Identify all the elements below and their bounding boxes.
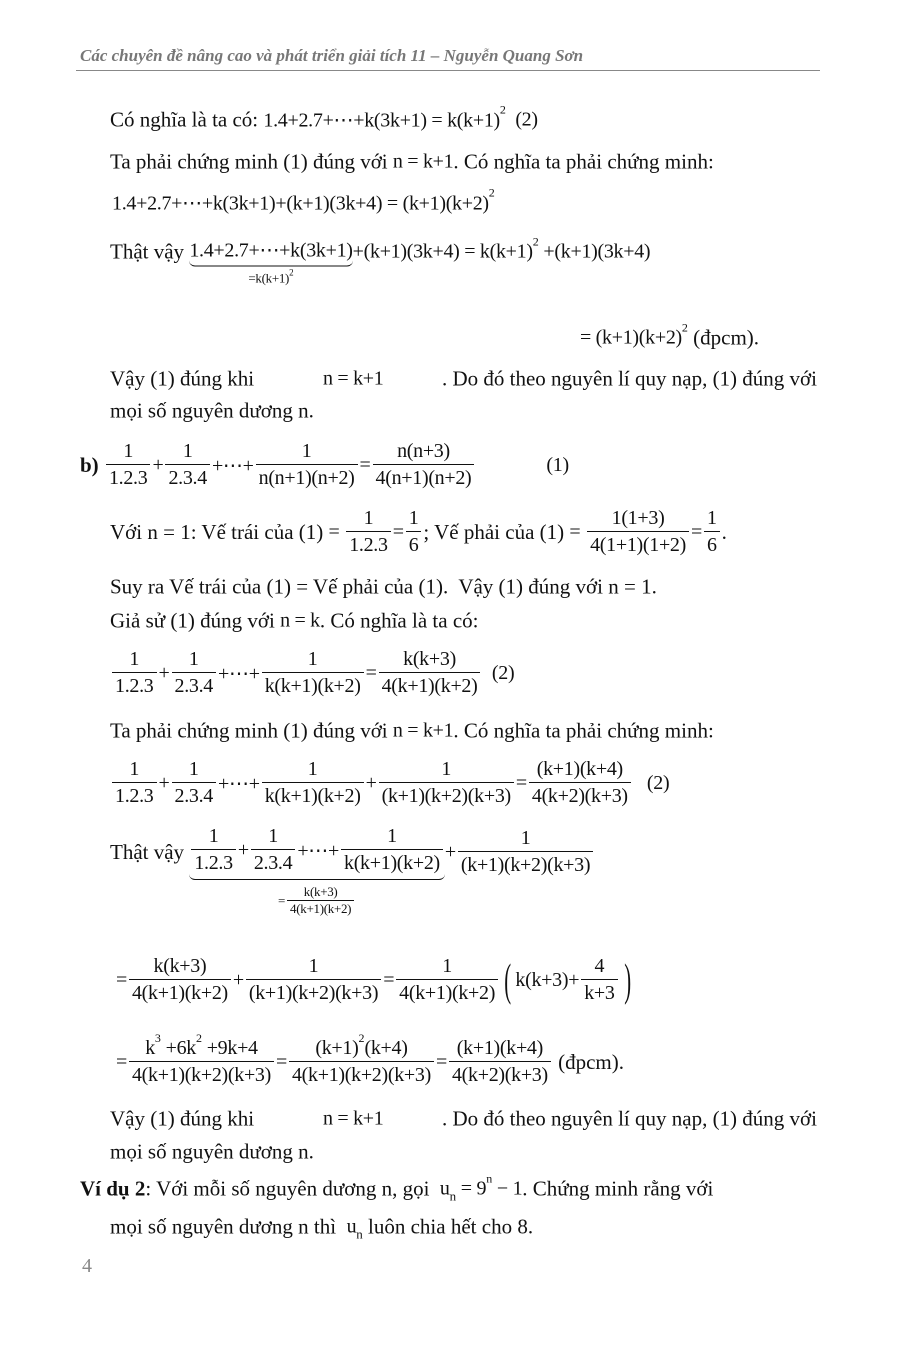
fraction-denominator [581,979,617,1006]
text-line [80,1171,714,1203]
math-expression: 1.2.3 [115,675,154,697]
math-expression: 4(k+1)(k+2)(k+3) [291,1064,431,1086]
fraction [191,824,236,876]
fraction [406,506,422,558]
fraction [704,506,720,558]
fraction-numerator [265,824,281,849]
fraction [379,647,481,699]
text-line [110,150,714,175]
math-expression: 1 [520,827,531,849]
math-expression: +⋯+ [218,772,260,795]
text-line [110,506,727,558]
text-run: . Do đó theo nguyên lí quy nạp, (1) đúng với [441,1106,817,1131]
math-expression: 1 [301,440,312,462]
math-expression: 4(k+2)(k+3) [451,1064,548,1086]
fraction-denominator [587,531,689,558]
math-expression: = [116,1050,127,1073]
fraction-numerator [299,439,315,464]
paren-content [515,954,619,1006]
fraction-denominator [704,531,720,558]
math-expression: 1.4+2.7+⋯+k(3k+1) = k(k+1) [263,109,500,132]
text-run: Ta phải chứng minh (1) đúng với [110,149,393,174]
text-run: Với n = 1: Vế trái của (1) [110,519,329,544]
subscript: n [356,1226,363,1241]
math-expression: = [515,771,527,794]
text-line [110,1215,533,1240]
math-expression: = [275,1050,287,1073]
math-expression: 1 [129,758,140,780]
fraction [112,757,157,809]
math-expression: 6 [408,534,419,556]
math-expression: +⋯+ [297,839,339,862]
fraction-numerator [438,757,454,782]
math-expression: +(k+1)(3k+4) [538,240,651,263]
fraction-denominator [406,531,422,558]
math-expression: 1 [208,825,219,847]
fraction [172,757,217,809]
text-line [110,609,478,634]
fraction-denominator [129,979,231,1006]
math-expression: = [569,520,586,543]
fraction-numerator [301,884,341,900]
fraction-denominator [289,1061,434,1088]
fraction-denominator [373,464,475,491]
fraction [251,824,296,876]
superscript: 2 [488,185,495,200]
fraction [458,826,593,878]
fraction-numerator [592,954,608,979]
text-line [110,234,651,286]
math-expression: +6k [160,1037,196,1059]
text-run: mọi số nguyên dương n thì [110,1214,347,1239]
underbrace-label [248,267,294,287]
math-expression: = [365,661,377,684]
fraction [246,954,381,1006]
fraction-numerator [534,757,626,782]
math-expression: 4(k+1)(k+2) [131,982,228,1004]
superscript: 2 [681,320,688,335]
fraction-denominator [172,672,217,699]
math-expression: (k+1)(k+2)(k+3) [381,785,511,807]
math-expression: (2) [505,108,538,131]
fraction-denominator [256,464,358,491]
text-line [110,824,595,917]
underbrace-group [189,824,445,917]
fraction [346,506,391,558]
fraction [396,954,498,1006]
text-line [110,719,714,744]
page-number: 4 [82,1255,92,1277]
math-expression: 2.3.4 [253,852,293,874]
parenthesized-group [500,954,635,1006]
text-run: mọi số nguyên dương n. [110,1139,314,1164]
fraction-denominator [396,979,498,1006]
text-line [110,757,669,809]
math-expression: = [328,520,345,543]
fraction-numerator [400,647,459,672]
math-expression: n = k+1 [392,150,454,173]
text-run: : Với mỗi số nguyên dương n, gọi [145,1176,440,1201]
fraction [172,647,217,699]
text-run: Vậy (1) đúng khi [110,1106,265,1131]
fraction [287,884,354,918]
fraction [529,757,631,809]
text-line [110,102,538,133]
text-line [110,367,817,392]
math-expression: 4 [594,955,605,977]
text-run: Có nghĩa là ta có: [110,107,264,132]
math-expression: 4(k+1)(k+2)(k+3) [131,1064,271,1086]
math-expression: + [237,838,249,861]
math-expression: = [116,968,127,991]
fraction-denominator [246,979,381,1006]
superscript: 2 [358,1031,365,1045]
math-expression: 2.3.4 [174,785,214,807]
text-run: mọi số nguyên dương n. [110,398,314,423]
math-expression: (k+1) [315,1037,359,1059]
text-run: . Chứng minh rằng với [522,1176,714,1201]
math-expression: k(k+3) [303,884,338,899]
math-expression: k+3 [584,982,615,1004]
math-expression: (2) [482,661,515,684]
fraction-numerator [142,1031,261,1061]
text-run: Thật vậy [110,839,190,864]
fraction [262,757,364,809]
fraction-denominator [287,900,354,918]
math-expression: 4(k+1)(k+2) [290,901,352,917]
fraction-numerator [518,826,534,851]
math-expression: = [435,1050,447,1073]
math-expression: 1 [441,758,452,780]
fraction-numerator [305,647,321,672]
math-expression: n = k+1 [323,1107,384,1130]
math-expression: 1 [123,440,134,462]
fraction-numerator [454,1036,546,1061]
fraction-numerator [439,954,455,979]
math-expression: 1 [442,955,452,977]
math-expression: 1.4+2.7+⋯+k(3k+1)+(k+1)(3k+4) = (k+1)(k+2) [112,192,489,215]
fraction-denominator [172,782,217,809]
text-run: Thật vậy [110,239,190,264]
text-run: Ta phải chứng minh (1) đúng với [110,718,393,743]
bold-label: b) [80,452,104,477]
math-expression: n(n+1)(n+2) [258,467,355,489]
math-expression: + [158,661,170,684]
header-divider [76,70,820,71]
text-line [110,575,657,600]
fraction-numerator [361,506,377,531]
underbrace-content [189,238,352,267]
math-expression: 1 [307,758,318,780]
math-expression: (k+1)(k+4) [536,758,623,780]
fraction-denominator [112,672,157,699]
math-expression: = [690,520,702,543]
fraction-numerator [394,439,453,464]
math-expression: k(k+1)(k+2) [264,785,361,807]
fraction [165,439,210,491]
fraction-denominator [262,782,364,809]
text-run: Giả sử (1) đúng với [110,608,281,633]
text-line [110,647,514,699]
math-expression: 4(n+1)(n+2) [375,467,472,489]
superscript: 2 [499,102,506,117]
text-line [116,1031,625,1088]
fraction-numerator [312,1031,410,1061]
fraction-denominator [346,531,391,558]
math-expression: + [232,968,244,991]
fraction-numerator [384,824,400,849]
math-expression: 1 [188,758,199,780]
fraction-denominator [529,782,631,809]
fraction [373,439,475,491]
math-expression: n = k+1 [392,719,454,742]
fraction [587,506,689,558]
math-expression: 4(k+1)(k+2) [381,675,478,697]
fraction-denominator [449,1061,551,1088]
math-expression: 1(1+3) [611,507,665,529]
math-expression: 1 [308,955,319,977]
fraction [129,954,231,1006]
subscript: n [449,1188,457,1203]
math-expression: (2) [632,771,670,794]
text-run: . Có nghĩa ta phải chứng minh: [453,149,714,174]
fraction-numerator [704,506,720,531]
fraction-numerator [180,439,196,464]
fraction-numerator [120,439,136,464]
math-expression: +(k+1)(3k+4) = k(k+1) [352,240,533,263]
math-expression: 1.2.3 [194,852,233,874]
superscript: 2 [532,234,539,249]
math-expression: k(k+3) [153,955,207,977]
math-expression: − 1 [492,1177,523,1200]
text-run: . Do đó theo nguyên lí quy nạp, (1) đúng với [441,366,817,391]
math-expression: 1 [408,507,419,529]
math-expression: =k(k+1) [248,270,290,286]
fraction-denominator [458,851,593,878]
math-expression: = [392,520,404,543]
text-line [580,320,760,351]
math-expression: = [383,968,395,991]
text-run: . [721,519,727,544]
right-paren: ) [623,954,631,1005]
math-expression: 1 [182,440,193,462]
math-expression: k [145,1037,155,1059]
math-expression: n = k+1 [323,367,384,390]
fraction [112,647,157,699]
math-expression: u [439,1177,450,1200]
text-line [112,185,495,216]
fraction-numerator [206,824,222,849]
math-expression: 1 [307,648,318,670]
math-expression: = [277,893,286,909]
math-expression: +⋯+ [218,662,260,685]
math-expression: 1.2.3 [108,467,148,489]
fraction-denominator [106,464,151,491]
math-expression: 2.3.4 [168,467,207,489]
fraction [256,439,358,491]
fraction-numerator [406,506,422,531]
fraction [581,954,617,1006]
left-paren: ( [504,954,512,1005]
math-expression: 6 [706,534,717,556]
fraction-denominator [341,849,443,876]
text-line [110,399,314,424]
text-run: . Có nghĩa ta phải chứng minh: [453,718,714,743]
text-run: Suy ra Vế trái của (1) = Vế phải của (1). Vậy (1) đúng với n = 1. [110,574,657,599]
underbrace-group [189,238,353,286]
math-expression: = (k+1)(k+2) [580,326,682,349]
fraction [379,757,514,809]
bold-label: Ví dụ 2 [80,1176,146,1201]
math-expression: 1 [129,648,140,670]
math-expression: (k+4) [364,1037,408,1059]
math-expression: 1 [387,825,397,847]
math-expression: + [158,771,170,794]
fraction-numerator [126,757,142,782]
math-expression: 4(1+1)(1+2) [590,534,686,556]
math-expression: 1.4+2.7+⋯+k(3k+1) [189,239,353,262]
math-expression: +9k+4 [202,1037,258,1059]
math-expression: + [152,453,164,476]
fraction-numerator [609,506,668,531]
math-expression: 2.3.4 [174,675,214,697]
math-expression: = [359,453,371,476]
text-line [110,1140,314,1165]
underbrace-content [189,824,445,880]
math-expression: 4(k+1)(k+2) [399,982,496,1004]
fraction [262,647,364,699]
math-expression: + [365,771,377,794]
fraction [289,1031,434,1088]
math-expression: (k+1)(k+2)(k+3) [460,854,591,876]
superscript: 2 [196,1031,202,1045]
math-expression: u [346,1215,357,1238]
math-expression: k(k+1)(k+2) [344,852,440,874]
math-expression: n = k [280,609,320,632]
math-expression: 1 [268,825,278,847]
fraction-denominator [112,782,157,809]
text-run: luôn chia hết cho 8. [362,1214,534,1239]
fraction-numerator [151,954,210,979]
math-expression: 1 [363,507,374,529]
fraction-denominator [129,1061,274,1088]
fraction [106,439,151,491]
text-run: . Có nghĩa là ta có: [319,608,479,633]
math-expression: (1) [546,453,569,476]
text-run: Vậy (1) đúng khi [110,366,265,391]
math-expression: k(k+3) [403,648,456,670]
math-expression: + [444,840,456,863]
running-header: Các chuyên đề nâng cao và phát triển giải tích 11 – Nguyễn Quang Sơn [80,46,584,65]
math-expression: k(k+1)(k+2) [264,675,361,697]
math-expression: k(k+3)+ [515,968,580,991]
text-run: (đpcm). [687,325,760,350]
math-expression: 1.2.3 [115,785,154,807]
fraction-denominator [262,672,364,699]
fraction-denominator [165,464,210,491]
math-expression: n(n+3) [397,440,450,462]
superscript: n [486,1171,493,1186]
superscript: 2 [289,267,294,278]
math-expression: (k+1)(k+2)(k+3) [248,982,379,1004]
text-line [110,1107,817,1132]
math-expression: = 9 [456,1177,487,1200]
fraction-numerator [126,647,142,672]
fraction-denominator [191,849,236,876]
math-expression: +⋯+ [211,454,254,477]
math-expression: 1 [706,507,717,529]
fraction [129,1031,274,1088]
fraction-numerator [186,757,202,782]
text-run: ; Vế phải của (1) [423,519,570,544]
fraction-denominator [379,672,481,699]
underbrace-label [278,884,356,918]
math-expression: 1.2.3 [349,534,388,556]
fraction-numerator [186,647,202,672]
math-expression: 1 [188,648,199,670]
fraction [341,824,443,876]
fraction-numerator [305,757,321,782]
text-line [116,954,635,1006]
fraction [449,1036,551,1088]
fraction-denominator [251,849,296,876]
math-expression: 4(k+2)(k+3) [531,785,628,807]
math-expression: (k+1)(k+4) [456,1037,543,1059]
text-line [80,439,569,491]
fraction-numerator [306,954,322,979]
text-run: (đpcm). [552,1049,625,1074]
superscript: 3 [154,1031,161,1045]
fraction-denominator [379,782,514,809]
